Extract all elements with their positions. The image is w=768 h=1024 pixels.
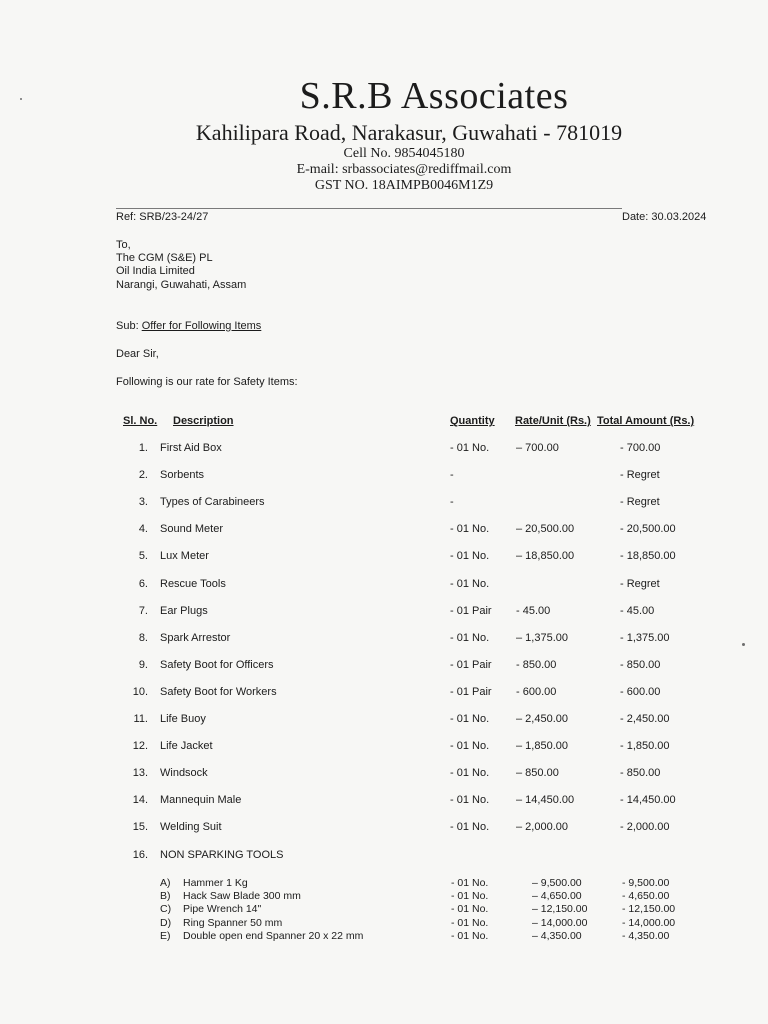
- subitem-total: - 14,000.00: [622, 917, 676, 929]
- item-total: - 14,450.00: [620, 794, 676, 806]
- table-row: [0, 659, 768, 675]
- subject-line: [116, 320, 261, 332]
- item-rate: - 850.00: [516, 659, 557, 671]
- item-rate: – 2,000.00: [516, 821, 568, 833]
- item-description: Sorbents: [160, 469, 205, 481]
- subject-prefix: Sub:: [116, 320, 142, 332]
- sl-no: 10.: [132, 686, 148, 698]
- item-rate: - 45.00: [516, 605, 551, 617]
- subitem-rate: – 4,350.00: [532, 930, 582, 942]
- table-row: [0, 821, 768, 837]
- sl-no: 3.: [138, 496, 148, 508]
- subitem-letter: D): [160, 917, 172, 929]
- table-row: [0, 740, 768, 756]
- item-total: - 20,500.00: [620, 523, 676, 535]
- table-row: [0, 442, 768, 458]
- item-description: Lux Meter: [160, 550, 209, 562]
- subitem-quantity: - 01 No.: [451, 930, 489, 942]
- item-total: - 18,850.00: [620, 550, 676, 562]
- subitem-rate: – 4,650.00: [532, 890, 582, 902]
- subitem-description: Pipe Wrench 14": [183, 903, 262, 915]
- item-total: - 850.00: [620, 767, 661, 779]
- item-quantity: -: [450, 469, 454, 481]
- table-row: [0, 523, 768, 539]
- item-total: - 2,450.00: [620, 713, 670, 725]
- subitem-quantity: - 01 No.: [451, 890, 489, 902]
- subitem-letter: A): [160, 877, 171, 889]
- company-cell: Cell No. 9854045180: [343, 146, 465, 161]
- item-quantity: - 01 No.: [450, 442, 490, 454]
- item-rate: – 14,450.00: [516, 794, 575, 806]
- sl-no: 12.: [132, 740, 148, 752]
- sl-no: 15.: [132, 821, 148, 833]
- table-row: [0, 578, 768, 594]
- subitem-row: [0, 917, 768, 930]
- item-quantity: - 01 No.: [450, 632, 490, 644]
- subitem-description: Ring Spanner 50 mm: [183, 917, 283, 929]
- recipient-line: Oil India Limited: [116, 265, 195, 277]
- salutation: Dear Sir,: [116, 348, 159, 360]
- subitem-total: - 4,650.00: [622, 890, 670, 902]
- item-rate: – 20,500.00: [516, 523, 575, 535]
- item-rate: - 600.00: [516, 686, 557, 698]
- company-name: S.R.B Associates: [299, 75, 569, 117]
- subitem-rate: – 14,000.00: [532, 917, 588, 929]
- company-email: E-mail: srbassociates@rediffmail.com: [296, 162, 512, 177]
- company-gst: GST NO. 18AIMPB0046M1Z9: [314, 178, 494, 193]
- sl-no: 4.: [138, 523, 148, 535]
- subitem-row: [0, 930, 768, 943]
- header-total: Total Amount (Rs.): [597, 415, 695, 427]
- sl-no: 16.: [132, 849, 148, 861]
- header-sl-no: Sl. No.: [123, 415, 158, 427]
- item-quantity: -: [450, 496, 454, 508]
- header-rate: Rate/Unit (Rs.): [515, 415, 591, 427]
- item-rate: – 1,375.00: [516, 632, 568, 644]
- table-row: [0, 713, 768, 729]
- subitem-quantity: - 01 No.: [451, 917, 489, 929]
- item-description: Mannequin Male: [160, 794, 242, 806]
- subitem-row: [0, 903, 768, 916]
- item-quantity: - 01 No.: [450, 740, 490, 752]
- item-description: NON SPARKING TOOLS: [160, 849, 284, 861]
- subitem-description: Hammer 1 Kg: [183, 877, 248, 889]
- header-quantity: Quantity: [450, 415, 495, 427]
- table-row: [0, 794, 768, 810]
- item-description: Welding Suit: [160, 821, 222, 833]
- subitem-letter: E): [160, 930, 171, 942]
- paper-speck: [742, 643, 745, 646]
- sl-no: 1.: [138, 442, 148, 454]
- item-quantity: - 01 No.: [450, 821, 490, 833]
- subitem-rate: – 9,500.00: [532, 877, 582, 889]
- subitem-total: - 4,350.00: [622, 930, 670, 942]
- recipient-line: Narangi, Guwahati, Assam: [116, 279, 247, 291]
- header-divider: [116, 208, 622, 209]
- paper-speck: [20, 98, 22, 100]
- sl-no: 14.: [132, 794, 148, 806]
- item-total: - 850.00: [620, 659, 661, 671]
- sl-no: 6.: [138, 578, 148, 590]
- item-description: Safety Boot for Officers: [160, 659, 274, 671]
- item-total: - 1,850.00: [620, 740, 670, 752]
- table-row: [0, 496, 768, 512]
- item-rate: – 700.00: [516, 442, 559, 454]
- sl-no: 13.: [132, 767, 148, 779]
- item-quantity: - 01 No.: [450, 550, 490, 562]
- header-description: Description: [173, 415, 234, 427]
- recipient-line: To,: [116, 239, 131, 251]
- table-row: [0, 849, 768, 865]
- subitem-quantity: - 01 No.: [451, 903, 489, 915]
- item-description: Life Buoy: [160, 713, 206, 725]
- item-total: - 1,375.00: [620, 632, 670, 644]
- company-address: Kahilipara Road, Narakasur, Guwahati - 781019: [195, 120, 623, 145]
- item-description: Life Jacket: [160, 740, 213, 752]
- subitem-letter: C): [160, 903, 172, 915]
- item-description: Sound Meter: [160, 523, 223, 535]
- item-rate: – 1,850.00: [516, 740, 568, 752]
- sl-no: 11.: [133, 713, 148, 725]
- table-row: [0, 632, 768, 648]
- subitem-letter: B): [160, 890, 171, 902]
- item-quantity: - 01 Pair: [450, 686, 492, 698]
- sl-no: 8.: [138, 632, 148, 644]
- item-quantity: - 01 No.: [450, 794, 490, 806]
- sl-no: 5.: [138, 550, 148, 562]
- item-description: Windsock: [160, 767, 208, 779]
- item-quantity: - 01 No.: [450, 578, 490, 590]
- letter-date: Date: 30.03.2024: [622, 211, 707, 223]
- subitem-total: - 9,500.00: [622, 877, 670, 889]
- item-total: - Regret: [620, 469, 660, 481]
- item-total: - 700.00: [620, 442, 661, 454]
- item-total: - 45.00: [620, 605, 655, 617]
- table-row: [0, 767, 768, 783]
- recipient-line: The CGM (S&E) PL: [116, 252, 213, 264]
- sl-no: 9.: [138, 659, 148, 671]
- item-total: - 2,000.00: [620, 821, 670, 833]
- item-description: Rescue Tools: [160, 578, 226, 590]
- item-description: First Aid Box: [160, 442, 222, 454]
- item-description: Spark Arrestor: [160, 632, 231, 644]
- item-description: Ear Plugs: [160, 605, 208, 617]
- subitem-quantity: - 01 No.: [451, 877, 489, 889]
- subitem-description: Double open end Spanner 20 x 22 mm: [183, 930, 364, 942]
- item-rate: – 850.00: [516, 767, 559, 779]
- table-row: [0, 550, 768, 566]
- reference-number: Ref: SRB/23-24/27: [116, 211, 209, 223]
- item-description: Safety Boot for Workers: [160, 686, 277, 698]
- item-quantity: - 01 No.: [450, 523, 490, 535]
- subitem-row: [0, 877, 768, 890]
- table-row: [0, 686, 768, 702]
- item-rate: – 2,450.00: [516, 713, 568, 725]
- item-quantity: - 01 No.: [450, 767, 490, 779]
- item-quantity: - 01 Pair: [450, 659, 492, 671]
- table-row: [0, 469, 768, 485]
- table-row: [0, 605, 768, 621]
- item-total: - 600.00: [620, 686, 661, 698]
- subitem-description: Hack Saw Blade 300 mm: [183, 890, 301, 902]
- subitem-rate: – 12,150.00: [532, 903, 588, 915]
- subitem-total: - 12,150.00: [622, 903, 676, 915]
- subitem-row: [0, 890, 768, 903]
- sl-no: 7.: [138, 605, 148, 617]
- item-description: Types of Carabineers: [160, 496, 265, 508]
- item-quantity: - 01 Pair: [450, 605, 492, 617]
- sl-no: 2.: [138, 469, 148, 481]
- item-total: - Regret: [620, 578, 660, 590]
- item-total: - Regret: [620, 496, 660, 508]
- item-rate: – 18,850.00: [516, 550, 575, 562]
- subject-text: Offer for Following Items: [141, 320, 262, 332]
- item-quantity: - 01 No.: [450, 713, 490, 725]
- intro-text: Following is our rate for Safety Items:: [116, 376, 298, 388]
